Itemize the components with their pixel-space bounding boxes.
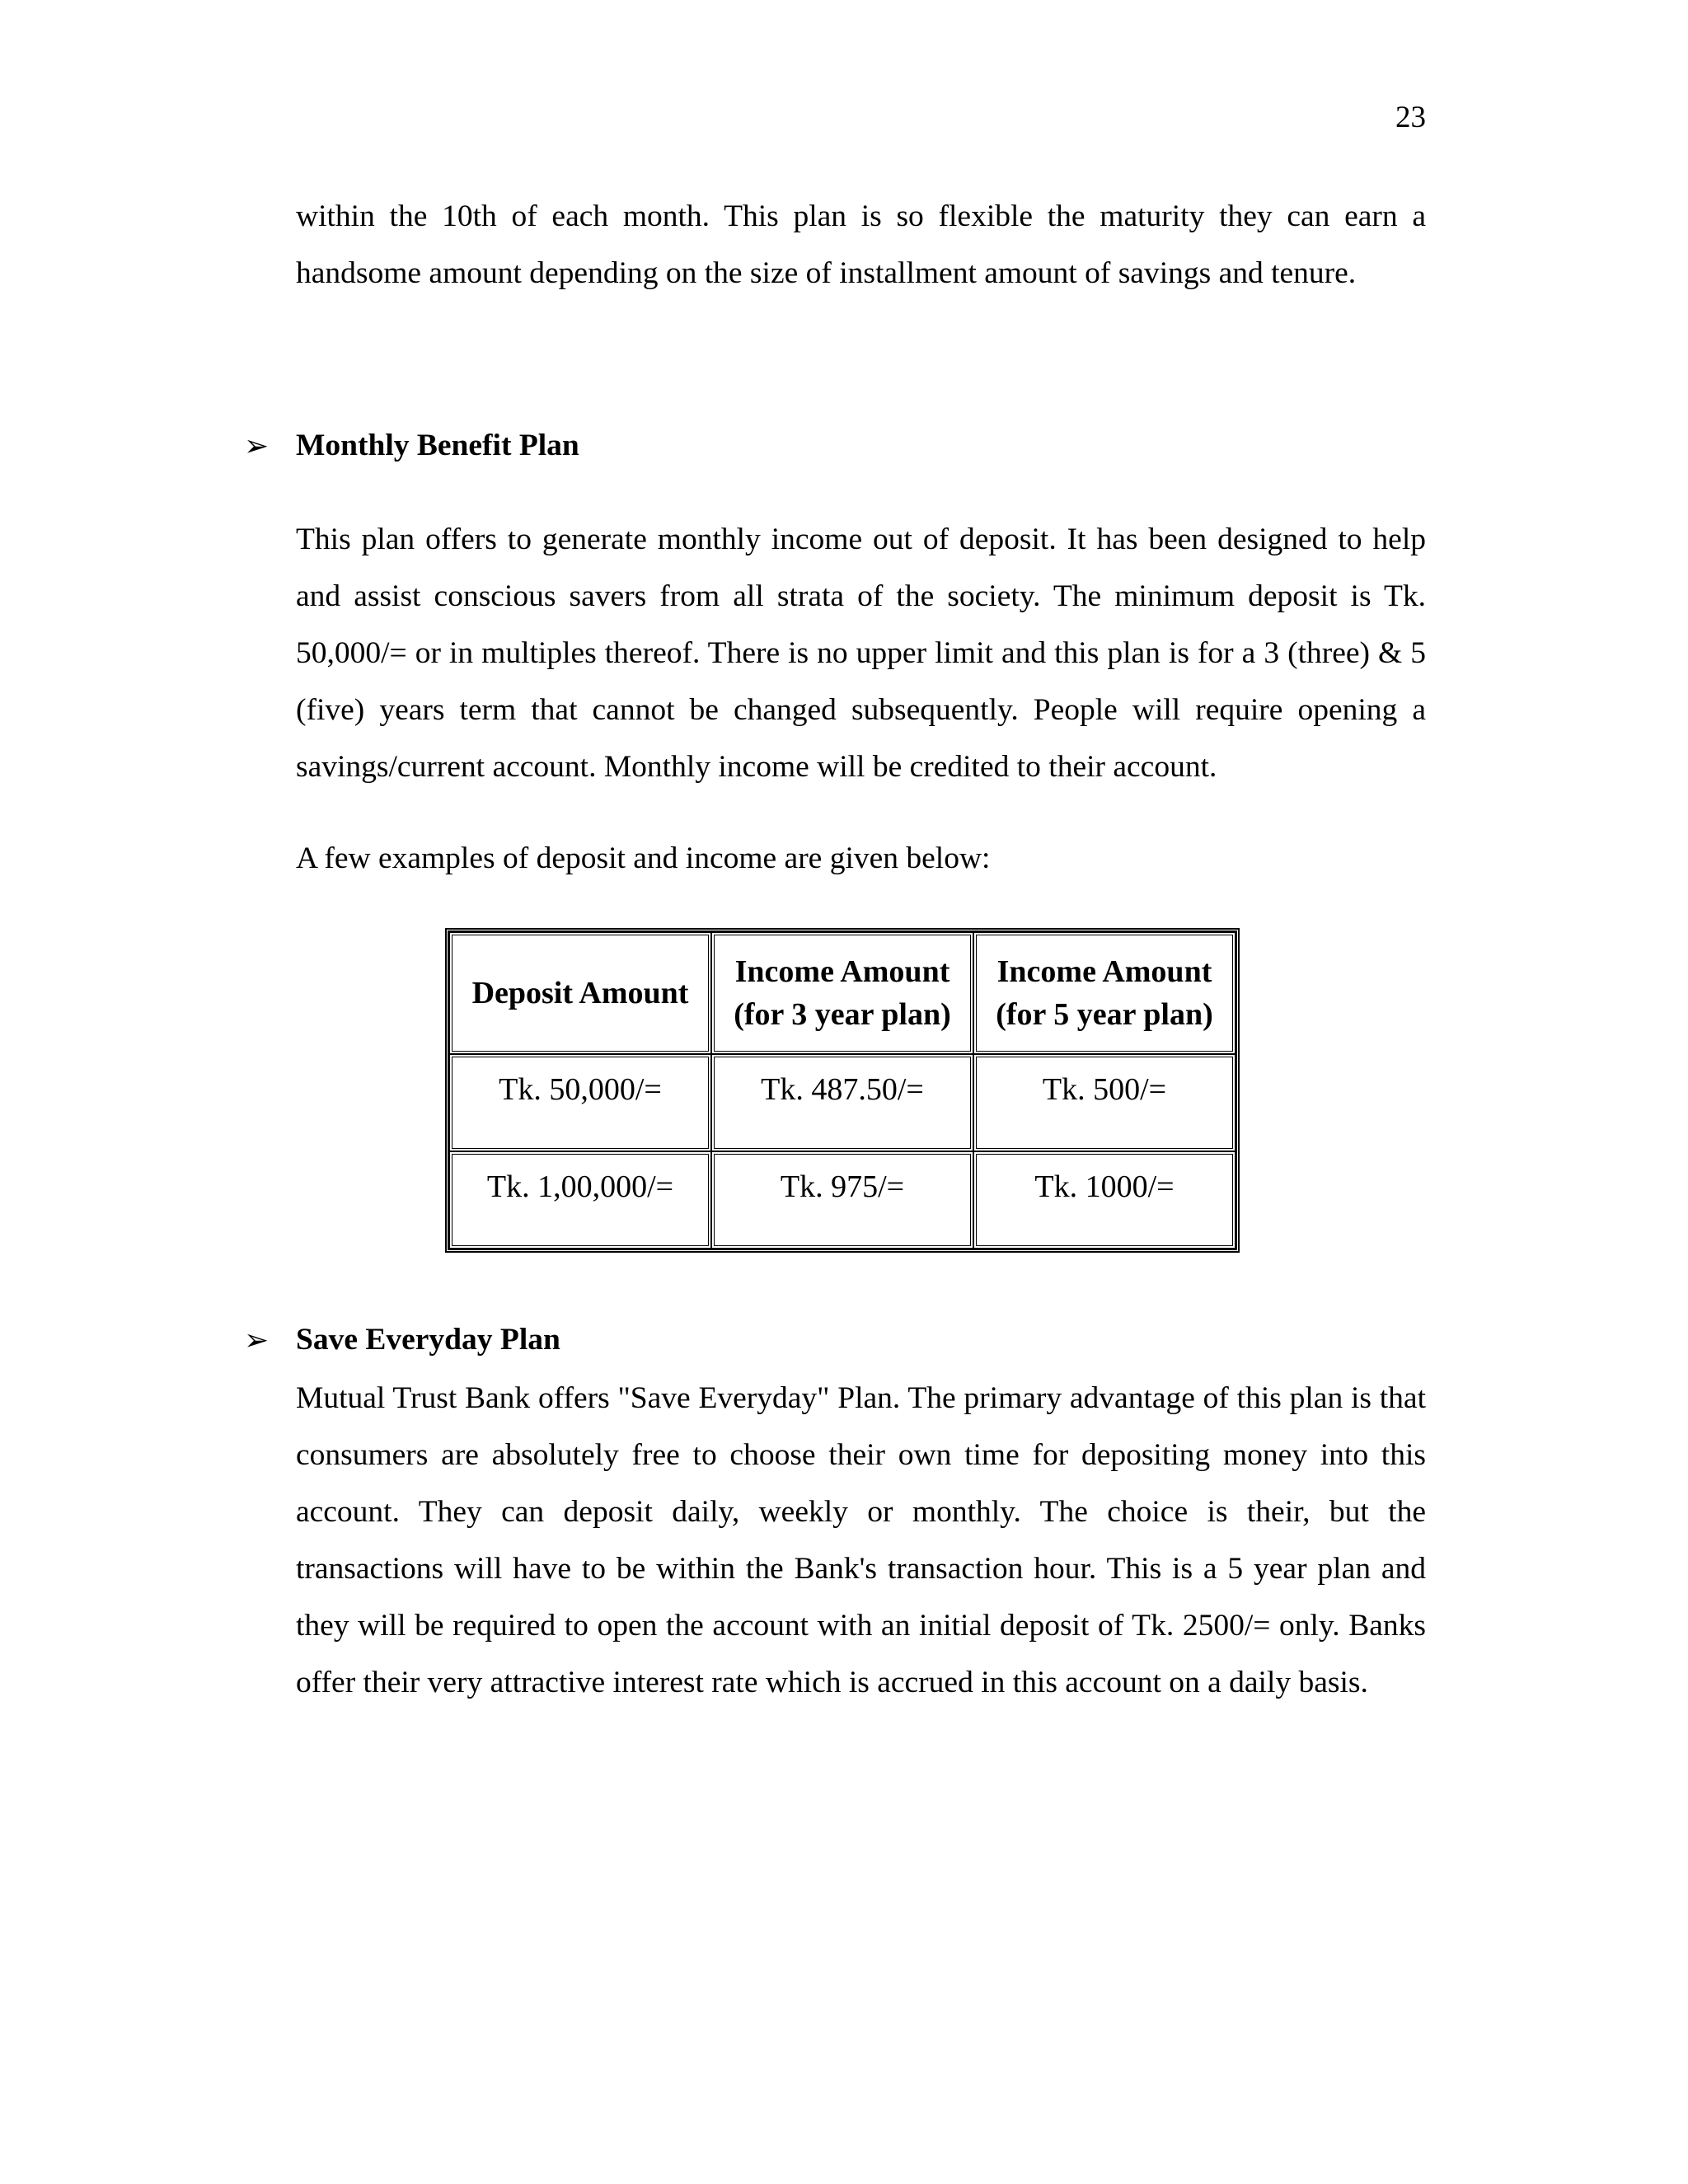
intro-paragraph: within the 10th of each month. This plan is so flexible the maturity they can earn a handsome amount depending on the size of installment amount of savings and tenure. [296, 199, 1426, 290]
page-number: 23 [1395, 101, 1426, 134]
monthly-benefit-paragraph: This plan offers to generate monthly income out of deposit. It has been designed to help and assist conscious savers from all strata of the society. The minimum deposit is Tk. 50,000/= or in multiples thereof. There is no upper limit and this plan is for a 3 (three) & 5 (five) years term that cannot be changed subsequently. People will require opening a savings/current account. Monthly income will be credited to their account. [296, 523, 1426, 784]
deposit-income-table [445, 928, 1240, 1253]
header-income-5yr-line1: Income Amount [996, 954, 1212, 989]
header-income-3yr-line2: (for 3 year plan) [734, 997, 951, 1032]
header-income-5yr-line2: (for 5 year plan) [996, 997, 1213, 1032]
header-income-3yr [711, 932, 973, 1054]
header-income-5yr [973, 932, 1236, 1054]
header-income-3yr-line1: Income Amount [734, 954, 950, 989]
table-header-row [449, 932, 1236, 1054]
arrow-bullet-icon: ➢ [244, 429, 270, 462]
cell-income-5yr: Tk. 1000/= [973, 1151, 1236, 1249]
table-row [449, 1151, 1236, 1249]
save-everyday-heading: Save Everyday Plan [296, 1323, 560, 1357]
save-everyday-paragraph: Mutual Trust Bank offers "Save Everyday" Plan. The primary advantage of this plan is that consumers are absolutely free to choose their own time for depositing money into this account. They can deposit daily, weekly or monthly. The choice is their, but the transactions will have to be within the Bank's transaction hour. This is a 5 year plan and they will be required to open the account with an initial deposit of Tk. 2500/= only. Banks offer their very attractive interest rate which is accrued in this account on a daily basis. [296, 1381, 1426, 1699]
header-deposit-label: Deposit Amount [471, 976, 689, 1010]
cell-income-5yr: Tk. 500/= [973, 1054, 1236, 1151]
cell-income-3yr: Tk. 487.50/= [711, 1054, 973, 1151]
examples-intro: A few examples of deposit and income are given below: [296, 841, 991, 875]
table-row [449, 1054, 1236, 1151]
header-deposit-amount [449, 932, 711, 1054]
cell-income-3yr: Tk. 975/= [711, 1151, 973, 1249]
cell-deposit: Tk. 1,00,000/= [449, 1151, 711, 1249]
monthly-benefit-heading: Monthly Benefit Plan [296, 429, 579, 462]
arrow-bullet-icon: ➢ [244, 1324, 270, 1357]
cell-deposit: Tk. 50,000/= [449, 1054, 711, 1151]
